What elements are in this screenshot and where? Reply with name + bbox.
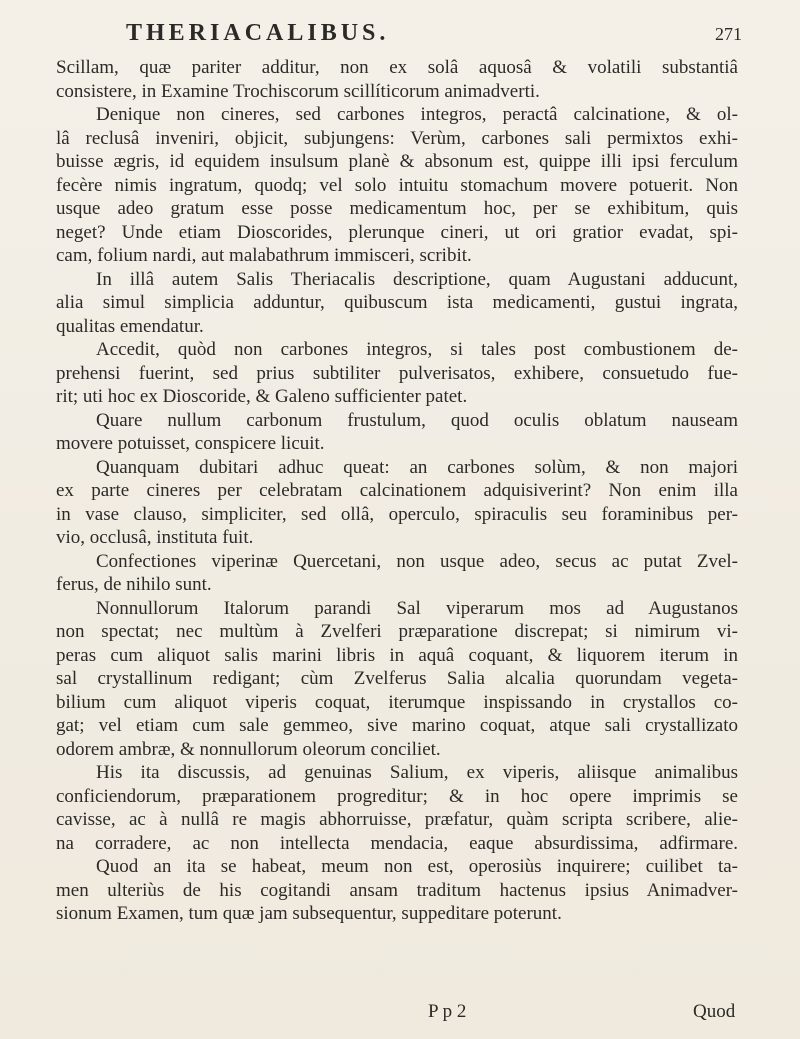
text-line: bilium cum aliquot viperis coquat, iterumque inspissando in crystallos co- xyxy=(56,691,738,713)
text-line: Quod an ita se habeat, meum non est, operosiùs inquirere; cuilibet ta- xyxy=(96,856,738,877)
text-line: cam, folium nardi, aut malabathrum immisceri, scribit. xyxy=(56,245,472,266)
text-line: alia simul simplicia adduntur, quibuscum ista medicamenti, gustui ingrata, xyxy=(56,292,738,313)
page-number: 271 xyxy=(715,24,742,44)
text-line: ferus, de nihilo sunt. xyxy=(56,574,212,595)
signature-mark: P p 2 xyxy=(428,1001,467,1022)
text-line: Accedit, quòd non carbones integros, si tales post combustionem de- xyxy=(96,339,738,360)
text-line: Confectiones viperinæ Quercetani, non usque adeo, secus ac putat Zvel- xyxy=(96,550,738,572)
text-line: ex parte cineres per celebratam calcinationem adquisiverint? Non enim illa xyxy=(56,480,738,501)
page-footer xyxy=(0,1000,800,1026)
text-line: peras cum aliquot salis marini libris in aquâ coquant, & liquorem iterum in xyxy=(56,644,738,666)
text-line: sionum Examen, tum quæ jam subsequentur, suppeditare poterunt. xyxy=(56,903,562,924)
page-header xyxy=(0,18,800,48)
text-line: rit; uti hoc ex Dioscoride, & Galeno sufficienter patet. xyxy=(56,386,468,407)
text-line: odorem ambræ, & nonnullorum oleorum conciliet. xyxy=(56,738,441,760)
text-line: lâ reclusâ inveniri, objicit, subjungens: Verùm, carbones sali permixtos exhi- xyxy=(56,127,738,149)
text-line: gat; vel etiam cum sale gemmeo, sive marino coquat, atque sali crystallizato xyxy=(56,715,738,736)
text-line: fecère nimis ingratum, quodq; vel solo intuitu stomachum movere potuerit. Non xyxy=(56,174,738,196)
text-line: In illâ autem Salis Theriacalis descriptione, quam Augustani adducunt, xyxy=(96,268,738,290)
text-line: movere potuisset, conspicere licuit. xyxy=(56,433,325,454)
text-line: buisse ægris, id equidem insulsum planè & absonum est, quippe illi ipsi ferculum xyxy=(56,151,738,172)
body-text xyxy=(56,56,738,926)
running-head: THERIACALIBUS. xyxy=(126,20,390,46)
text-line: consistere, in Examine Trochiscorum scillíticorum animadverti. xyxy=(56,80,540,102)
catchword: Quod xyxy=(693,1001,736,1022)
text-line: conficiendorum, præparationem progreditur; & in hoc opere imprimis se xyxy=(56,785,738,807)
text-line: prehensi fuerint, sed prius subtiliter pulverisatos, exhibere, consuetudo fue- xyxy=(56,362,738,384)
text-line: His ita discussis, ad genuinas Salium, ex viperis, aliisque animalibus xyxy=(96,762,738,783)
text-line: qualitas emendatur. xyxy=(56,315,204,337)
text-line: in vase clauso, simpliciter, sed ollâ, operculo, spiraculis seu foraminibus per- xyxy=(56,503,738,525)
text-line: usque adeo gratum esse posse medicamentum hoc, per se exhibitum, quis xyxy=(56,198,738,219)
text-line: neget? Unde etiam Dioscorides, plerunque cineri, ut ori gratior evadat, spi- xyxy=(56,221,738,243)
text-line: Quare nullum carbonum frustulum, quod oculis oblatum nauseam xyxy=(96,409,738,431)
text-line: Nonnullorum Italorum parandi Sal viperarum mos ad Augustanos xyxy=(96,597,738,619)
text-line: Denique non cineres, sed carbones integros, peractâ calcinatione, & ol- xyxy=(96,104,738,125)
text-line: non spectat; nec multùm à Zvelferi præparatione discrepat; si nimirum vi- xyxy=(56,621,738,642)
text-line: na corradere, ac non intellecta mendacia, eaque absurdissima, adfirmare. xyxy=(56,832,738,854)
text-line: men ulteriùs de his cogitandi ansam traditum hactenus ipsius Animadver- xyxy=(56,879,738,901)
text-line: vio, occlusâ, instituta fuit. xyxy=(56,527,254,548)
text-line: Quanquam dubitari adhuc queat: an carbones solùm, & non majori xyxy=(96,456,738,478)
text-line: sal crystallinum redigant; cùm Zvelferus Salia alcalia quorundam vegeta- xyxy=(56,668,738,689)
text-line: cavisse, ac à nullâ re magis abhorruisse, præfatur, quàm scripta scribere, alie- xyxy=(56,809,738,830)
text-line: Scillam, quæ pariter additur, non ex solâ aquosâ & volatili substantiâ xyxy=(56,57,738,78)
